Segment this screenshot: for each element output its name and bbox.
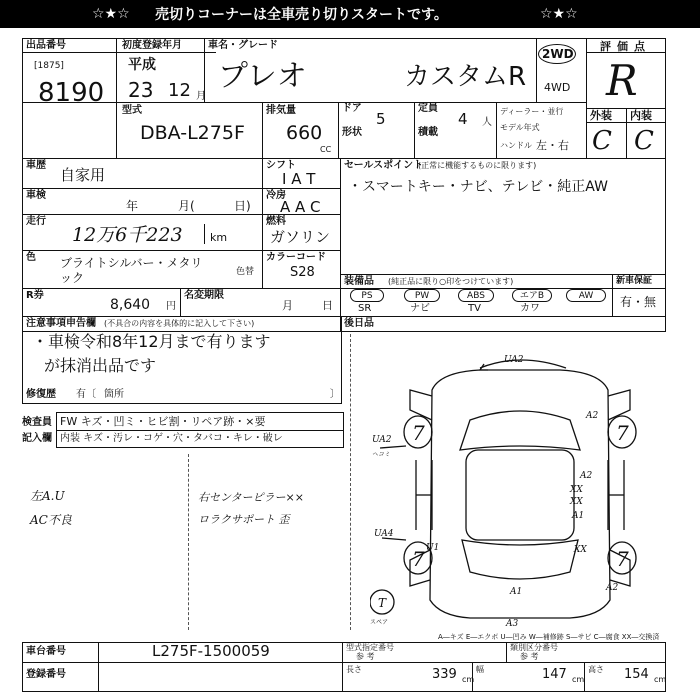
width-unit: cm xyxy=(572,675,585,684)
mark-left-arrow: ヘコミ xyxy=(372,451,391,458)
handle-value: 左・右 xyxy=(536,139,569,152)
length-value: 339 xyxy=(432,667,457,682)
mark-left-u1: U1 xyxy=(426,543,440,553)
capacity-value: 4 xyxy=(458,110,468,128)
color-value-2: ック xyxy=(60,271,85,285)
aircon-label: 冷房 xyxy=(266,190,286,201)
notes-sub: (不具合の内容を具体的に記入して下さい) xyxy=(104,319,255,328)
equipment-label: 装備品 xyxy=(344,276,374,287)
length-label: 長さ xyxy=(346,665,362,674)
hand-note-right-2: ロラクサポート 歪 xyxy=(198,513,290,526)
equip-tv: TV xyxy=(468,303,481,314)
equip-leather: カワ xyxy=(520,303,540,314)
header-banner xyxy=(0,0,700,28)
wheel-mark-rl: 7 xyxy=(412,547,425,571)
width-value: 147 xyxy=(542,667,567,682)
deadline-month: 月 xyxy=(282,299,293,312)
star-decor-right: ☆★☆ xyxy=(540,6,578,22)
model-label: 型式 xyxy=(122,105,142,116)
handle-label: ハンドル xyxy=(500,141,532,150)
inspection-label: 車検 xyxy=(26,190,46,201)
damage-legend: A―キズ E―エクボ U―凹み W―補修跡 S―サビ C―腐食 XX―交換済 xyxy=(438,633,660,641)
bottom-table xyxy=(22,642,666,692)
chassis-label: 車台番号 xyxy=(26,646,66,657)
banner-text: 売切りコーナーは全車売り切りスタートです。 xyxy=(155,7,448,23)
sales-points-text: ・スマートキー・ナビ、テレビ・純正AW xyxy=(348,179,608,195)
lot-number: 8190 xyxy=(38,78,105,108)
mark-spare: T xyxy=(378,596,387,610)
repair-close: 〕 xyxy=(330,389,340,400)
color-code-label: カラーコード xyxy=(266,252,326,263)
drive-4wd: 4WD xyxy=(544,81,571,94)
registration-label: 登録番号 xyxy=(26,669,66,680)
wheel-mark-fl: 7 xyxy=(412,421,425,445)
deadline-day: 日 xyxy=(322,299,333,312)
drive-2wd: 2WD xyxy=(542,47,574,61)
interior-value: C xyxy=(634,126,654,156)
shape-label: 形状 xyxy=(342,127,362,138)
displacement-label: 排気量 xyxy=(266,105,296,116)
exterior-value: C xyxy=(592,126,612,156)
hand-note-left-2: AC不良 xyxy=(30,513,72,527)
color-code-value: S28 xyxy=(290,265,315,280)
type-no-sub: 参 考 xyxy=(356,652,375,661)
notes-label: 注意事項申告欄 xyxy=(26,318,96,329)
mileage-label: 走行 xyxy=(26,216,46,227)
mileage-value: 12万6千223 xyxy=(72,224,183,246)
new-warranty-value: 有・無 xyxy=(620,295,657,309)
first-reg-era: 平成 xyxy=(128,57,156,73)
aircon-value: A A C xyxy=(280,198,321,216)
capacity-label: 定員 xyxy=(418,103,438,114)
rear-items-label: 後日品 xyxy=(344,318,374,329)
dealer-label: ディーラー・並行 xyxy=(500,107,564,116)
rating-value: R xyxy=(606,56,638,105)
mark-bottom-xx: XX xyxy=(574,545,587,555)
mark-right-top: A2 xyxy=(586,411,599,421)
color-label: 色 xyxy=(26,252,36,263)
notes-line-2: が抹消出品です xyxy=(44,356,157,375)
width-label: 幅 xyxy=(476,665,484,674)
load-label: 積載 xyxy=(418,127,438,138)
equip-airbag: エアB xyxy=(512,289,552,302)
checker-label-2: 記入欄 xyxy=(22,433,52,444)
exterior-label: 外装 xyxy=(590,109,612,122)
usage-label: 車歴 xyxy=(26,160,46,171)
mark-right-a2: A2 xyxy=(580,471,593,481)
fuel-label: 燃料 xyxy=(266,216,286,227)
mark-bottom-a3: A3 xyxy=(506,619,519,629)
first-reg-label: 初度登録年月 xyxy=(122,40,182,51)
equip-pw: PW xyxy=(404,289,440,302)
length-unit: cm xyxy=(462,675,475,684)
equip-navi: ナビ xyxy=(410,303,430,314)
sales-points-label: セールスポイント xyxy=(344,160,424,171)
new-warranty-label: 新車保証 xyxy=(616,276,653,286)
shift-label: シフト xyxy=(266,160,296,171)
capacity-unit: 人 xyxy=(482,117,492,128)
usage-value: 自家用 xyxy=(60,166,106,184)
hand-note-right-1: 右センターピラー×× xyxy=(198,491,304,504)
sales-points-note: (正常に機能するものに限ります) xyxy=(418,161,537,170)
repair-value: 有〔 xyxy=(76,389,96,400)
model-year-label: モデル年式 xyxy=(500,123,540,132)
mark-left-u4: UA4 xyxy=(374,529,394,539)
inspection-month-unit: 月( xyxy=(178,199,195,213)
star-decor-left: ☆★☆ xyxy=(92,6,130,22)
interior-label: 内装 xyxy=(630,109,652,122)
doors-value: 5 xyxy=(376,110,386,128)
inspection-year-unit: 年 xyxy=(126,199,139,213)
first-reg-month: 12 xyxy=(168,80,191,101)
recycle-label: R券 xyxy=(26,290,44,301)
first-reg-month-unit: 月 xyxy=(196,91,206,102)
mark-left-top: UA2 xyxy=(372,435,392,445)
type-no-label: 型式指定番号 xyxy=(346,643,394,652)
car-name-label: 車名・グレード xyxy=(208,40,278,51)
height-value: 154 xyxy=(624,667,649,682)
mark-right-a1: A1 xyxy=(572,511,585,521)
equip-sr: SR xyxy=(358,303,372,314)
wheel-mark-fr: 7 xyxy=(616,421,629,445)
checker-label-1: 検査員 xyxy=(22,417,52,428)
model-value: DBA-L275F xyxy=(140,122,245,144)
mark-bottom-a1: A1 xyxy=(510,587,523,597)
equip-aw: AW xyxy=(566,289,606,302)
height-unit: cm xyxy=(654,675,667,684)
lot-label: 出品番号 xyxy=(26,40,66,51)
checker-row-2: 内装 キズ・汚レ・コゲ・穴・タバコ・キレ・破レ xyxy=(60,433,283,444)
wheel-mark-rr: 7 xyxy=(616,547,629,571)
equipment-note: (純正品に限り○印をつけています) xyxy=(388,277,514,286)
displacement-unit: CC xyxy=(320,145,332,154)
mileage-unit: km xyxy=(210,231,228,244)
displacement-value: 660 xyxy=(286,122,323,144)
color-value-1: ブライトシルバー・メタリ xyxy=(60,256,203,270)
repair-unit: 箇所 xyxy=(104,389,124,400)
car-grade: カスタムR xyxy=(404,62,527,92)
first-reg-year: 23 xyxy=(128,78,154,102)
inspection-day-unit: 日) xyxy=(234,199,251,213)
class-no-sub: 参 考 xyxy=(520,652,539,661)
notes-line-1: ・車検令和8年12月まで有ります xyxy=(32,332,271,351)
mark-top: UA2 xyxy=(504,355,524,365)
recycle-unit: 円 xyxy=(166,301,176,312)
car-name: プレオ xyxy=(218,59,307,94)
chassis-value: L275F-1500059 xyxy=(152,642,270,660)
equip-abs: ABS xyxy=(458,289,494,302)
shift-value: I A T xyxy=(282,170,316,188)
height-label: 高さ xyxy=(588,665,604,674)
mark-bottom-right-a2: A2 xyxy=(606,583,619,593)
car-damage-diagram xyxy=(370,350,670,630)
recycle-value: 8,640 xyxy=(110,297,151,313)
class-no-label: 類別区分番号 xyxy=(510,643,558,652)
hand-note-left-1: 左A.U xyxy=(30,489,65,503)
doors-label: ドア xyxy=(342,103,362,114)
deadline-label: 名変期限 xyxy=(184,290,224,301)
mark-right-x1: XX xyxy=(570,485,583,495)
lot-sub: [1875] xyxy=(34,61,64,71)
fuel-value: ガソリン xyxy=(270,228,331,246)
checker-row-1: FW キズ・凹ミ・ヒビ割・リペア跡・×要 xyxy=(60,415,266,428)
repair-label: 修復歴 xyxy=(26,389,56,400)
equip-ps: PS xyxy=(350,289,384,302)
mark-spare-label: スペア xyxy=(370,619,389,626)
rating-label: 評価点 xyxy=(600,40,651,53)
mark-right-x2: XX xyxy=(570,497,583,507)
color-change-label: 色替 xyxy=(236,267,255,277)
